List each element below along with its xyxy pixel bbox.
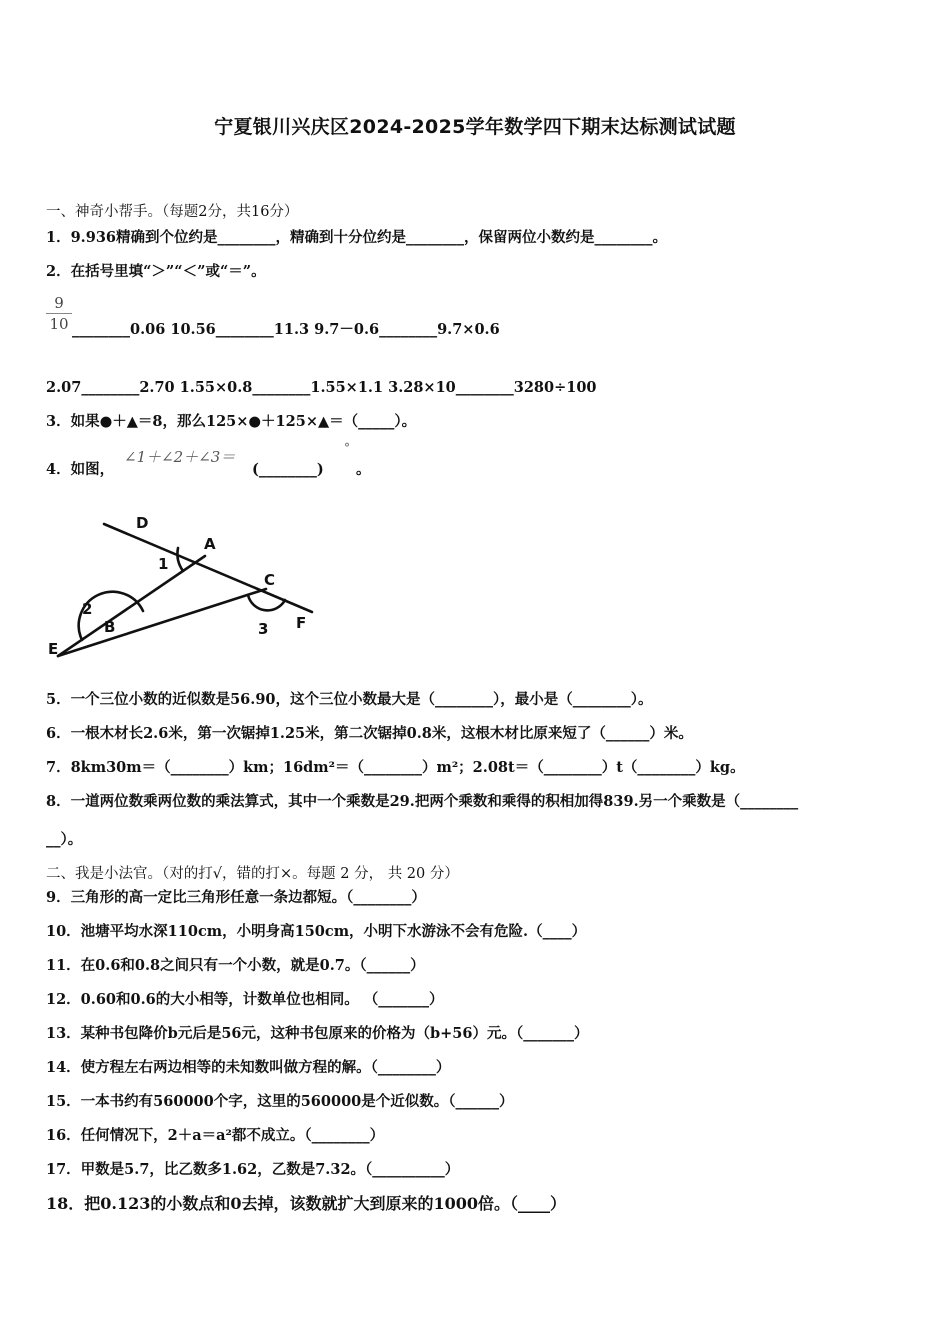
label-angle-2: 2 — [82, 600, 93, 618]
question-2: 2．在括号里填“＞”“＜”或“＝”。 — [46, 263, 266, 280]
question-5: 5．一个三位小数的近似数是56.90，这个三位小数最大是（________），最小是（________）。 — [46, 691, 653, 708]
label-e: E — [48, 640, 59, 658]
label-c: C — [264, 571, 276, 589]
question-13: 13．某种书包降价b元后是56元，这种书包原来的价格为（b+56）元。（_______） — [46, 1025, 589, 1042]
angle-1-arc — [177, 548, 183, 571]
question-4-end: 。 — [356, 461, 371, 478]
question-12: 12．0.60和0.6的大小相等，计数单位也相同。 （_______） — [46, 991, 444, 1008]
page-title: 宁夏银川兴庆区2024-2025学年数学四下期末达标测试试题 — [214, 116, 736, 138]
question-18: 18．把0.123的小数点和0去掉，该数就扩大到原来的1000倍。（____） — [46, 1194, 567, 1213]
label-angle-1: 1 — [158, 555, 169, 573]
fraction-numerator: 9 — [54, 294, 64, 312]
question-4-blank: (________) — [252, 461, 324, 478]
question-2-row-1: ________0.06 10.56________11.3 9.7－0.6________9.7×0.6 — [72, 321, 500, 338]
label-f: F — [296, 614, 307, 632]
section1-header: 一、神奇小帮手。（每题2分，共16分） — [46, 204, 299, 220]
question-9: 9．三角形的高一定比三角形任意一条边都短。（________） — [46, 889, 426, 906]
fraction-denominator: 10 — [49, 315, 69, 333]
question-2-row-2: 2.07________2.70 1.55×0.8________1.55×1.1 3.28×10________3280÷100 — [46, 379, 597, 396]
question-3: 3．如果●＋▲＝8，那么125×●＋125×▲＝（_____）。 — [46, 413, 417, 430]
question-15: 15．一本书约有560000个字，这里的560000是个近似数。（______） — [46, 1093, 514, 1110]
label-a: A — [204, 535, 216, 553]
question-6: 6．一根木材长2.6米，第一次锯掉1.25米，第二次锯掉0.8米，这根木材比原来短了（______）米。 — [46, 725, 693, 742]
label-b: B — [104, 618, 116, 636]
question-4-prefix: 4．如图， — [46, 461, 115, 478]
fraction-bar — [46, 313, 72, 314]
section2-header: 二、我是小法官。（对的打√，错的打×。每题 2 分， 共 20 分） — [46, 866, 459, 882]
angle-figure — [40, 508, 330, 668]
label-angle-3: 3 — [258, 620, 269, 638]
question-8-line-2: __）。 — [46, 831, 83, 848]
question-17: 17．甲数是5.7，比乙数多1.62，乙数是7.32。（__________） — [46, 1161, 460, 1178]
fraction-nine-tenths — [46, 294, 72, 333]
question-7: 7．8km30m＝（________）km；16dm²＝（________）m²；2.08t＝（________）t（________）kg。 — [46, 759, 745, 776]
question-10: 10．池塘平均水深110cm，小明身高150cm，小明下水游泳不会有危险.（____） — [46, 923, 587, 940]
question-16: 16．任何情况下，2＋a＝a²都不成立。（________） — [46, 1127, 385, 1144]
label-d: D — [136, 514, 149, 532]
question-1: 1．9.936精确到个位约是________，精确到十分位约是________，保留两位小数约是________。 — [46, 229, 667, 246]
question-8-line-1: 8．一道两位数乘两位数的乘法算式，其中一个乘数是29.把两个乘数和乘得的积相加得839.另一个乘数是（________ — [46, 793, 799, 810]
question-14: 14．使方程左右两边相等的未知数叫做方程的解。（________） — [46, 1059, 451, 1076]
degree-symbol: ° — [344, 441, 350, 455]
question-11: 11．在0.6和0.8之间只有一个小数，就是0.7。（______） — [46, 957, 425, 974]
angle-sum-expression: ∠1＋∠2＋∠3＝ — [124, 448, 236, 466]
